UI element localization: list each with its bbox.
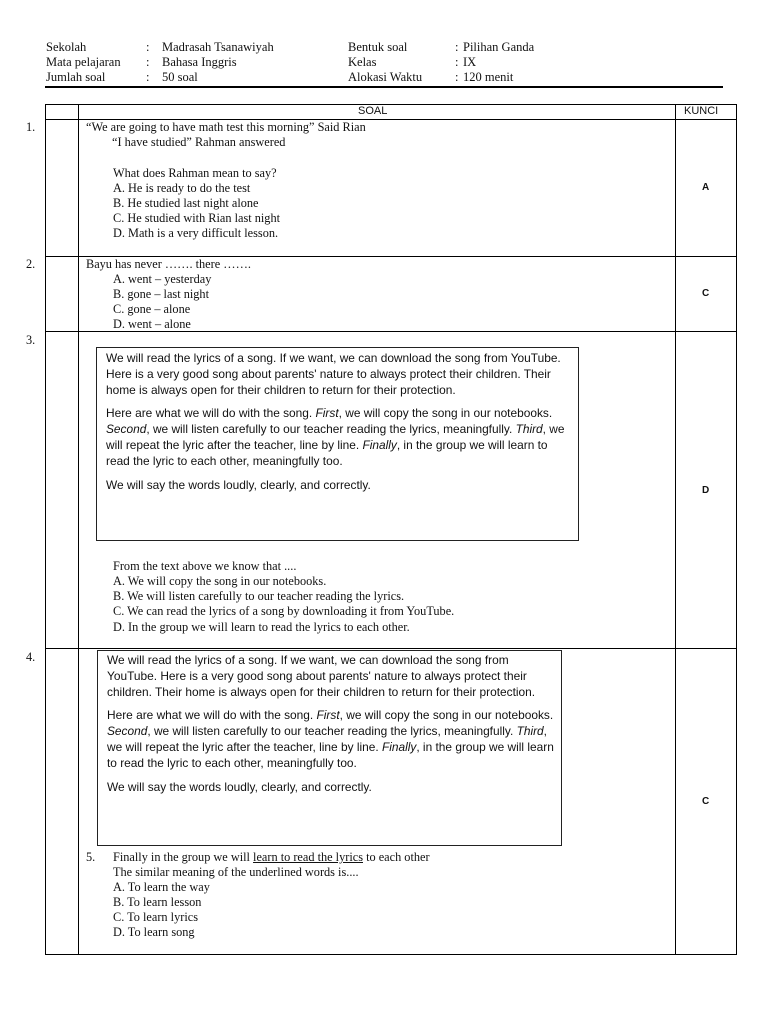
alokasi-value: 120 menit: [463, 70, 514, 84]
option-b: B. He studied last night alone: [113, 196, 259, 210]
underlined-phrase: learn to read the lyrics: [253, 850, 363, 864]
jumlah-label: Jumlah soal: [46, 70, 106, 84]
passage-paragraph: We will say the words loudly, clearly, and correctly.: [106, 477, 371, 492]
passage-paragraph: We will read the lyrics of a song. If we want, we can download the song from YouTube. Here is a very good song about parents' nature to always protect their children. Their home is always open for their children to return for their protection.: [106, 351, 561, 397]
question-number: 2.: [26, 257, 36, 271]
header-divider: [45, 86, 723, 88]
bentuk-value: Pilihan Ganda: [463, 40, 535, 54]
option-b: B. We will listen carefully to our teacher reading the lyrics.: [113, 589, 405, 603]
option-d: D. To learn song: [113, 925, 195, 939]
option-b: B. gone – last night: [113, 287, 209, 301]
option-d: D. went – alone: [113, 317, 191, 331]
sub-question-number: 5.: [86, 850, 96, 864]
question-text: Bayu has never ……. there …….: [86, 257, 251, 271]
question-text: From the text above we know that ....: [113, 559, 297, 573]
colon: :: [455, 40, 459, 54]
option-a: A. He is ready to do the test: [113, 181, 251, 195]
colon: :: [146, 40, 150, 54]
table-row-border: [45, 648, 737, 649]
reading-passage: [97, 650, 562, 846]
question-number: 1.: [26, 120, 36, 134]
colon: :: [146, 70, 150, 84]
table-row-border: [45, 954, 737, 955]
alokasi-label: Alokasi Waktu: [348, 70, 423, 84]
mapel-label: Mata pelajaran: [46, 55, 121, 69]
colon: :: [146, 55, 150, 69]
reading-passage: [96, 347, 579, 541]
kelas-value: IX: [463, 55, 477, 69]
question-number: 4.: [26, 650, 36, 664]
passage-paragraph: We will read the lyrics of a song. If we want, we can download the song from YouTube. Here is a very good song about parents' nature to always protect their children. Their home is always open for their children to return for their protection.: [107, 653, 536, 699]
soal-header: SOAL: [358, 105, 388, 117]
bentuk-label: Bentuk soal: [348, 40, 408, 54]
underlined-sentence: Finally in the group we will learn to read the lyrics to each other: [113, 850, 430, 864]
question-text: What does Rahman mean to say?: [113, 166, 277, 180]
sekolah-label: Sekolah: [46, 40, 87, 54]
option-c: C. He studied with Rian last night: [113, 211, 281, 225]
answer-key: C: [702, 288, 710, 299]
question-number: 3.: [26, 333, 36, 347]
option-a: A. We will copy the song in our notebooks.: [113, 574, 327, 588]
dialog-line-2: “I have studied” Rahman answered: [112, 135, 286, 149]
option-c: C. To learn lyrics: [113, 910, 198, 924]
option-a: A. To learn the way: [113, 880, 210, 894]
dialog-line-1: “We are going to have math test this morning” Said Rian: [86, 120, 366, 134]
mapel-value: Bahasa Inggris: [162, 55, 237, 69]
passage-paragraph: Here are what we will do with the song. First, we will copy the song in our notebooks. Second, we will listen carefully to our teacher reading the lyrics, meaningfully. Third, we will repeat the lyric after the teacher, line by line. Finally, in the group we will learn to read the lyric to each other, meaningfully too.: [107, 708, 554, 770]
question-text: The similar meaning of the underlined words is....: [113, 865, 359, 879]
table-border-right: [736, 104, 737, 955]
option-b: B. To learn lesson: [113, 895, 202, 909]
passage-paragraph: We will say the words loudly, clearly, and correctly.: [107, 779, 372, 794]
option-d: D. Math is a very difficult lesson.: [113, 226, 279, 240]
kunci-header: KUNCI: [684, 105, 719, 117]
sekolah-value: Madrasah Tsanawiyah: [162, 40, 274, 54]
table-col-divider: [675, 104, 676, 955]
colon: :: [455, 70, 459, 84]
answer-key: D: [702, 485, 710, 496]
answer-key: A: [702, 182, 710, 193]
table-col-divider: [78, 104, 79, 955]
option-a: A. went – yesterday: [113, 272, 212, 286]
table-border-left: [45, 104, 46, 955]
colon: :: [455, 55, 459, 69]
kelas-label: Kelas: [348, 55, 377, 69]
passage-paragraph: Here are what we will do with the song. First, we will copy the song in our notebooks. Second, we will listen carefully to our teacher reading the lyrics, meaningfully. Third, we will repeat the lyric after the teacher, line by line. Finally, in the group we will learn to read the lyric to each other, meaningfully too.: [106, 406, 565, 468]
jumlah-value: 50 soal: [162, 70, 198, 84]
option-d: D. In the group we will learn to read the lyrics to each other.: [113, 620, 410, 634]
table-row-border: [45, 104, 737, 105]
option-c: C. We can read the lyrics of a song by downloading it from YouTube.: [113, 604, 455, 618]
option-c: C. gone – alone: [113, 302, 191, 316]
answer-key: C: [702, 796, 710, 807]
